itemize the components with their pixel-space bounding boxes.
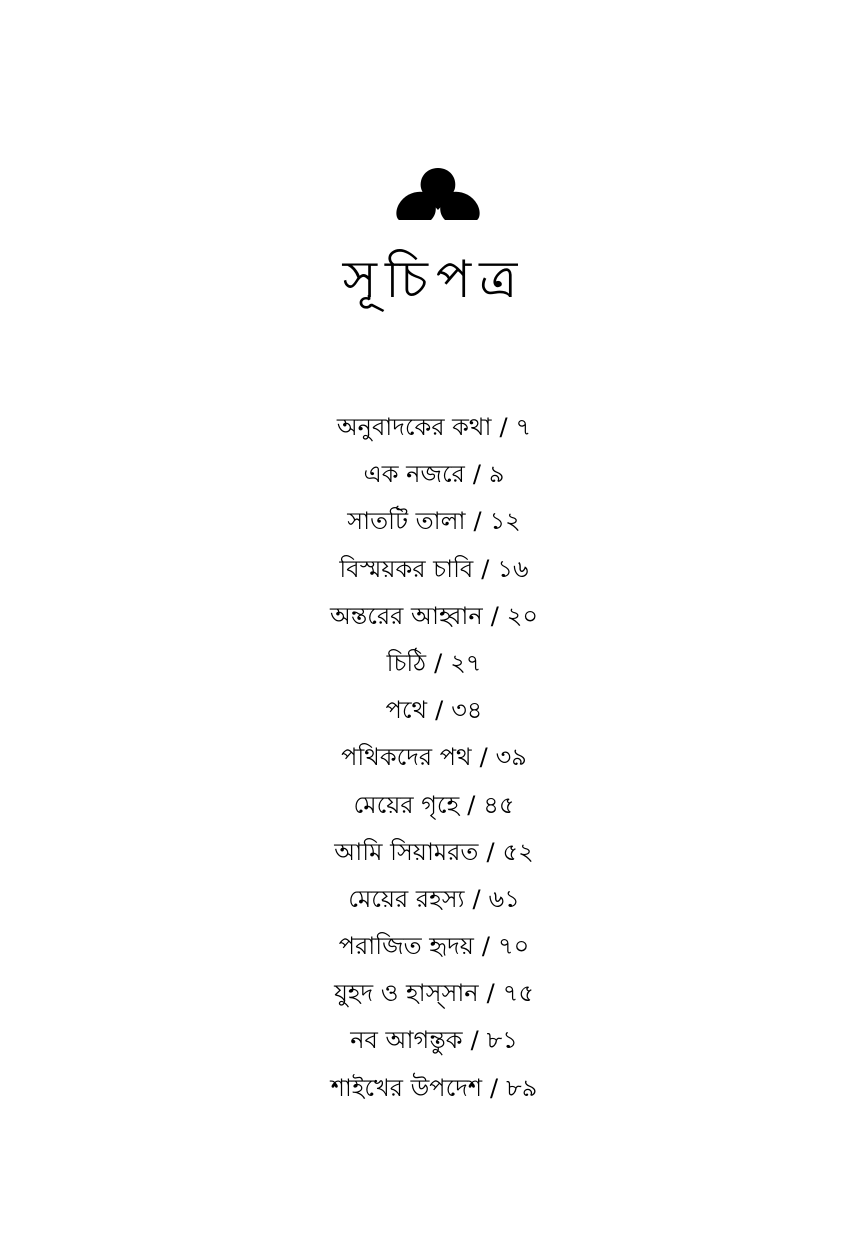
toc-entry xyxy=(0,640,868,687)
toc-entry xyxy=(0,1017,868,1064)
toc-entry xyxy=(0,876,868,923)
toc-entry-title: শাইখের উপদেশ xyxy=(330,1073,483,1102)
toc-page-number: ৭৫ xyxy=(502,979,534,1008)
toc-entry-title: আমি সিয়ামরত xyxy=(334,837,479,866)
toc-separator: / xyxy=(434,648,443,677)
toc-entry-title: পথে xyxy=(385,696,428,725)
toc-entry xyxy=(0,1065,868,1112)
page-title: সূচিপত্র xyxy=(342,250,526,310)
toc-entry-title: চিঠি xyxy=(386,648,427,677)
toc-entry xyxy=(0,782,868,829)
toc-page-number: ১২ xyxy=(489,507,521,536)
toc-separator: / xyxy=(467,790,476,819)
toc-page-number: ১৬ xyxy=(497,554,529,583)
toc-entry-title: বিস্ময়কর চাবি xyxy=(339,554,474,583)
toc-entry-title: পরাজিত হৃদয় xyxy=(338,932,474,961)
toc-separator: / xyxy=(472,460,481,489)
toc-separator: / xyxy=(481,932,490,961)
toc-separator: / xyxy=(481,554,490,583)
toc-entry-title: অনুবাদকের কথা xyxy=(336,413,492,441)
toc-entry xyxy=(0,687,868,734)
toc-page-number: ৩৯ xyxy=(495,743,527,772)
toc-separator: / xyxy=(470,1026,479,1055)
toc-separator: / xyxy=(472,884,481,913)
three-drops-ornament-icon xyxy=(393,166,483,222)
toc-entry-title: অন্তরের আহ্বান xyxy=(329,601,483,630)
toc-entry xyxy=(0,546,868,593)
toc-page-number: ৬১ xyxy=(488,884,520,913)
toc-page-number: ২০ xyxy=(506,601,538,630)
toc-separator: / xyxy=(490,1073,499,1102)
toc-page-number: ৮১ xyxy=(486,1026,518,1055)
toc-entry-title: পথিকদের পথ xyxy=(341,743,472,772)
toc-entry xyxy=(0,970,868,1017)
toc-entry-title: যুহদ ও হাস্‌সান xyxy=(334,979,479,1008)
toc-separator: / xyxy=(473,507,482,536)
toc-entry xyxy=(0,734,868,781)
toc-page-number: ৩৪ xyxy=(451,696,483,725)
toc-entry xyxy=(0,451,868,498)
toc-separator: / xyxy=(486,979,495,1008)
toc-entry-title: মেয়ের গৃহে xyxy=(353,790,460,819)
toc-page-number: ৫২ xyxy=(502,837,534,866)
toc-page-number: ৮৯ xyxy=(506,1073,538,1102)
table-of-contents xyxy=(0,404,868,1112)
toc-page-number: ৯ xyxy=(488,460,505,489)
toc-entry xyxy=(0,593,868,640)
toc-separator: / xyxy=(490,601,499,630)
toc-entry-title: এক নজরে xyxy=(363,460,465,489)
toc-entry-title: সাতটি তালা xyxy=(347,507,466,536)
toc-entry-title: মেয়ের রহস্য xyxy=(348,884,465,913)
toc-separator: / xyxy=(479,743,488,772)
toc-separator: / xyxy=(486,837,495,866)
toc-separator: / xyxy=(435,696,444,725)
toc-page-number: ৭০ xyxy=(498,932,530,961)
toc-page-number: ২৭ xyxy=(450,648,482,677)
toc-separator: / xyxy=(499,413,508,441)
toc-entry xyxy=(0,404,868,451)
toc-entry xyxy=(0,923,868,970)
toc-page-number: ৪৫ xyxy=(483,790,515,819)
toc-page-number: ৭ xyxy=(515,413,532,441)
toc-entry-title: নব আগন্তুক xyxy=(350,1026,463,1055)
toc-entry xyxy=(0,498,868,545)
toc-entry xyxy=(0,829,868,876)
